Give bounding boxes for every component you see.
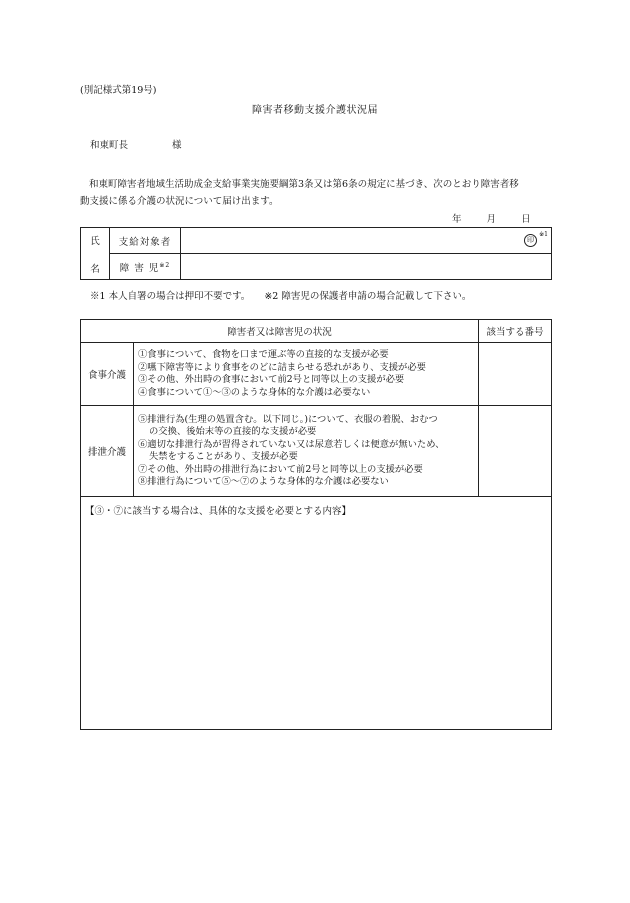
applicant-table bbox=[80, 227, 552, 280]
name-column-label bbox=[81, 228, 110, 280]
date-month: 月 bbox=[486, 214, 497, 225]
number-header: 該当する番号 bbox=[479, 320, 552, 343]
note-1: ※1 本人自署の場合は押印不要です。 bbox=[90, 291, 251, 302]
status-header: 障害者又は障害児の状況 bbox=[81, 320, 479, 343]
body-text bbox=[80, 176, 552, 210]
body-line-2: 動支援に係る介護の状況について届け出ます。 bbox=[80, 196, 279, 207]
excretion-item-6: ⑥適切な排泄行為が習得されていない又は尿意若しくは便意が無いため、 bbox=[138, 438, 445, 450]
child-label-note: ※2 bbox=[159, 261, 171, 269]
excretion-care-items bbox=[134, 406, 479, 497]
excretion-number-field[interactable] bbox=[479, 406, 552, 497]
meal-item-2: ②嚥下障害等により食事をのどに詰まらせる恐れがあり、支援が必要 bbox=[138, 361, 426, 373]
excretion-care-label: 排泄介護 bbox=[81, 406, 134, 497]
note-2: ※2 障害児の保護者申請の場合記載して下さい。 bbox=[264, 291, 472, 302]
document-title: 障害者移動支援介護状況届 bbox=[252, 105, 378, 116]
meal-item-3: ③その他、外出時の食事において前2号と同等以上の支援が必要 bbox=[138, 374, 405, 385]
date-day: 日 bbox=[521, 214, 531, 225]
excretion-item-5: ⑤排泄行為(生理の処置含む。以下同じ。)について、衣服の着脱、おむつ bbox=[138, 413, 438, 425]
seal-note: ※1 bbox=[539, 231, 548, 238]
meal-item-1: ①食事について、食物を口まで運ぶ等の直接的な支援が必要 bbox=[138, 349, 389, 360]
support-detail-field[interactable] bbox=[81, 497, 552, 730]
meal-item-4: ④食事について①～③のような身体的な介護は必要ない bbox=[138, 386, 371, 398]
name-label-top: 氏 bbox=[90, 235, 100, 247]
notes bbox=[90, 288, 471, 302]
child-label-text: 障 害 児 bbox=[119, 262, 160, 274]
child-name-field[interactable] bbox=[181, 254, 552, 280]
excretion-item-8: ⑧排泄行為について⑤～⑦のような身体的な介護は必要ない bbox=[138, 476, 389, 487]
addressee bbox=[90, 137, 182, 151]
seal-icon: 印 bbox=[524, 234, 537, 247]
excretion-item-6-cont: 失禁をすることがあり、支援が必要 bbox=[149, 451, 298, 462]
recipient-name-field[interactable] bbox=[181, 228, 552, 254]
meal-care-items bbox=[134, 343, 479, 406]
addressee-honorific: 様 bbox=[172, 140, 182, 151]
meal-care-label: 食事介護 bbox=[81, 343, 134, 406]
child-label bbox=[110, 254, 181, 280]
recipient-label: 支給対象者 bbox=[110, 228, 181, 254]
excretion-item-5-cont: の交換、後始末等の直接的な支援が必要 bbox=[149, 426, 317, 437]
status-table bbox=[80, 319, 552, 730]
body-line-1: 和東町障害者地域生活助成金支給事業実施要綱第3条又は第6条の規定に基づき、次のとおり障害者移 bbox=[89, 179, 519, 190]
date-line bbox=[452, 211, 531, 225]
support-detail-label: 【③・⑦に該当する場合は、具体的な支援を必要とする内容】 bbox=[85, 506, 352, 517]
excretion-item-7: ⑦その他、外出時の排泄行為において前2号と同等以上の支援が必要 bbox=[138, 463, 423, 475]
addressee-name: 和東町長 bbox=[90, 140, 129, 151]
meal-number-field[interactable] bbox=[479, 343, 552, 406]
date-year: 年 bbox=[452, 214, 462, 225]
name-label-bottom: 名 bbox=[90, 263, 100, 275]
form-number: (別記様式第19号) bbox=[80, 85, 157, 96]
